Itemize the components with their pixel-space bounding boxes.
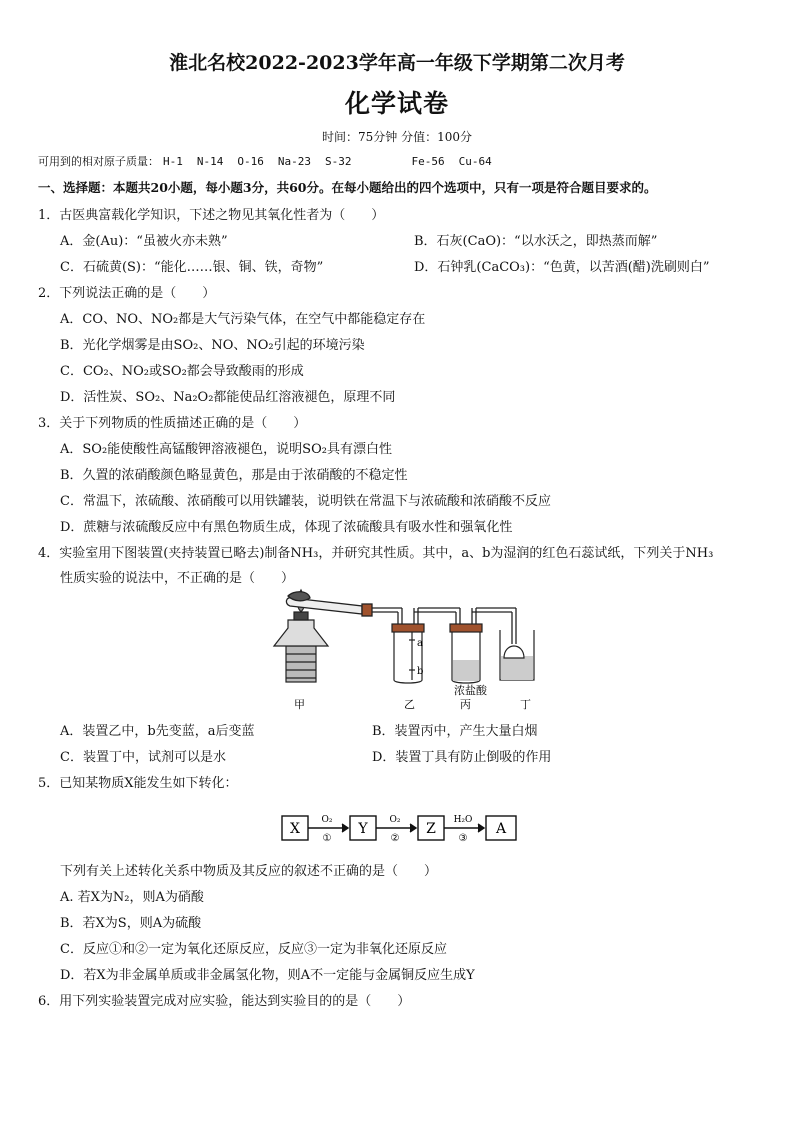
exam-meta: 时间：75分钟 分值：100分: [322, 130, 472, 144]
q4-stem-line2: 性质实验的说法中，不正确的是（ ）: [60, 571, 295, 586]
q1-option-d: D．石钟乳(CaCO₃)：“色黄，以苦酒(醋)洗刷则白”: [414, 260, 710, 275]
q4-option-c: C．装置丁中，试剂可以是水: [60, 750, 226, 765]
conversion-flow: [280, 806, 520, 846]
q2-option-c: C．CO₂、NO₂或SO₂都会导致酸雨的形成: [60, 364, 304, 379]
q4-option-a: A．装置乙中，b先变蓝，a后变蓝: [60, 724, 255, 739]
beaker-ding: [500, 630, 534, 680]
step-1: ①: [322, 833, 332, 844]
atom-item: O-16: [237, 155, 264, 168]
q3-option-a: A．SO₂能使酸性高锰酸钾溶液褪色，说明SO₂具有漂白性: [60, 442, 392, 457]
q2-option-d: D．活性炭、SO₂、Na₂O₂都能使品红溶液褪色，原理不同: [60, 390, 396, 405]
q5-option-a: A. 若X为N₂，则A为硝酸: [60, 890, 204, 905]
label-acid: 浓盐酸: [454, 684, 487, 697]
q3-option-c: C．常温下，浓硫酸、浓硝酸可以用铁罐装，说明铁在常温下与浓硫酸和浓硝酸不反应: [60, 494, 551, 509]
atom-item: Na-23: [277, 155, 311, 168]
q1-option-a: A．金(Au)：“虽被火亦未熟”: [60, 234, 228, 249]
label-yi: 乙: [404, 698, 415, 711]
section-heading: 一、选择题：本题共20小题，每小题3分，共60分。在每小题给出的四个选项中，只有一项是符合题目要求的。: [38, 180, 657, 195]
flow-x: X: [290, 821, 300, 837]
step-3: ③: [458, 833, 468, 844]
atom-item: Cu-64: [458, 155, 492, 168]
label-b: b: [417, 666, 424, 677]
nh3-apparatus-figure: [264, 584, 564, 714]
q1-stem: 1．古医典富载化学知识，下述之物见其氧化性者为（ ）: [38, 208, 385, 223]
q1-option-c: C．石硫黄(S)：“能化……银、铜、铁，奇物”: [60, 260, 324, 275]
label-jia: 甲: [294, 698, 305, 711]
q5-lead: 下列有关上述转化关系中物质及其反应的叙述不正确的是（ ）: [60, 864, 438, 879]
q5-option-d: D．若X为非金属单质或非金属氢化物，则A不一定能与金属铜反应生成Y: [60, 968, 475, 983]
flow-a: A: [495, 821, 507, 837]
atoms-label: 可用到的相对原子质量：: [38, 155, 159, 168]
flow-y: Y: [358, 821, 368, 837]
atom-item: N-14: [196, 155, 224, 168]
atom-item: H-1: [163, 155, 183, 168]
q3-option-b: B．久置的浓硝酸颜色略显黄色，那是由于浓硝酸的不稳定性: [60, 468, 408, 483]
q2-option-b: B．光化学烟雾是由SO₂、NO、NO₂引起的环境污染: [60, 338, 365, 353]
q5-option-c: C．反应①和②一定为氧化还原反应，反应③一定为非氧化还原反应: [60, 942, 447, 957]
q1-option-b: B．石灰(CaO)：“以水沃之，即热蒸而解”: [414, 234, 658, 249]
q4-option-b: B．装置丙中，产生大量白烟: [372, 724, 538, 739]
q4-option-d: D．装置丁具有防止倒吸的作用: [372, 750, 552, 765]
reagent-3: H₂O: [453, 815, 473, 825]
atom-item: Fe-56: [411, 155, 445, 168]
q5-stem: 5．已知某物质X能发生如下转化：: [38, 776, 238, 791]
flow-z: Z: [426, 821, 436, 837]
q3-stem: 3．关于下列物质的性质描述正确的是（ ）: [38, 416, 307, 431]
reagent-2: O₂: [389, 815, 401, 825]
exam-subtitle: 化学试卷: [344, 89, 449, 118]
q3-option-d: D．蔗糖与浓硫酸反应中有黑色物质生成，体现了浓硫酸具有吸水性和强氧化性: [60, 520, 513, 535]
q2-stem: 2．下列说法正确的是（ ）: [38, 286, 216, 301]
atom-item: S-32: [325, 155, 352, 168]
bottle-bing: [450, 624, 482, 683]
step-2: ②: [390, 833, 400, 844]
label-a: a: [417, 638, 423, 649]
reagent-1: O₂: [321, 815, 333, 825]
q6-stem: 6．用下列实验装置完成对应实验，能达到实验目的的是（ ）: [38, 994, 411, 1009]
q2-option-a: A．CO、NO、NO₂都是大气污染气体，在空气中都能稳定存在: [60, 312, 426, 327]
label-bing: 丙: [460, 698, 471, 711]
atomic-masses: [38, 153, 506, 169]
q4-stem-line1: 4．实验室用下图装置(夹持装置已略去)制备NH₃，并研究其性质。其中，a、b为湿润的红色石蕊试纸，下列关于NH₃: [38, 546, 714, 561]
q5-option-b: B．若X为S，则A为硫酸: [60, 916, 202, 931]
label-ding: 丁: [520, 698, 531, 711]
exam-title: 淮北名校2022-2023学年高一年级下学期第二次月考: [169, 52, 625, 74]
